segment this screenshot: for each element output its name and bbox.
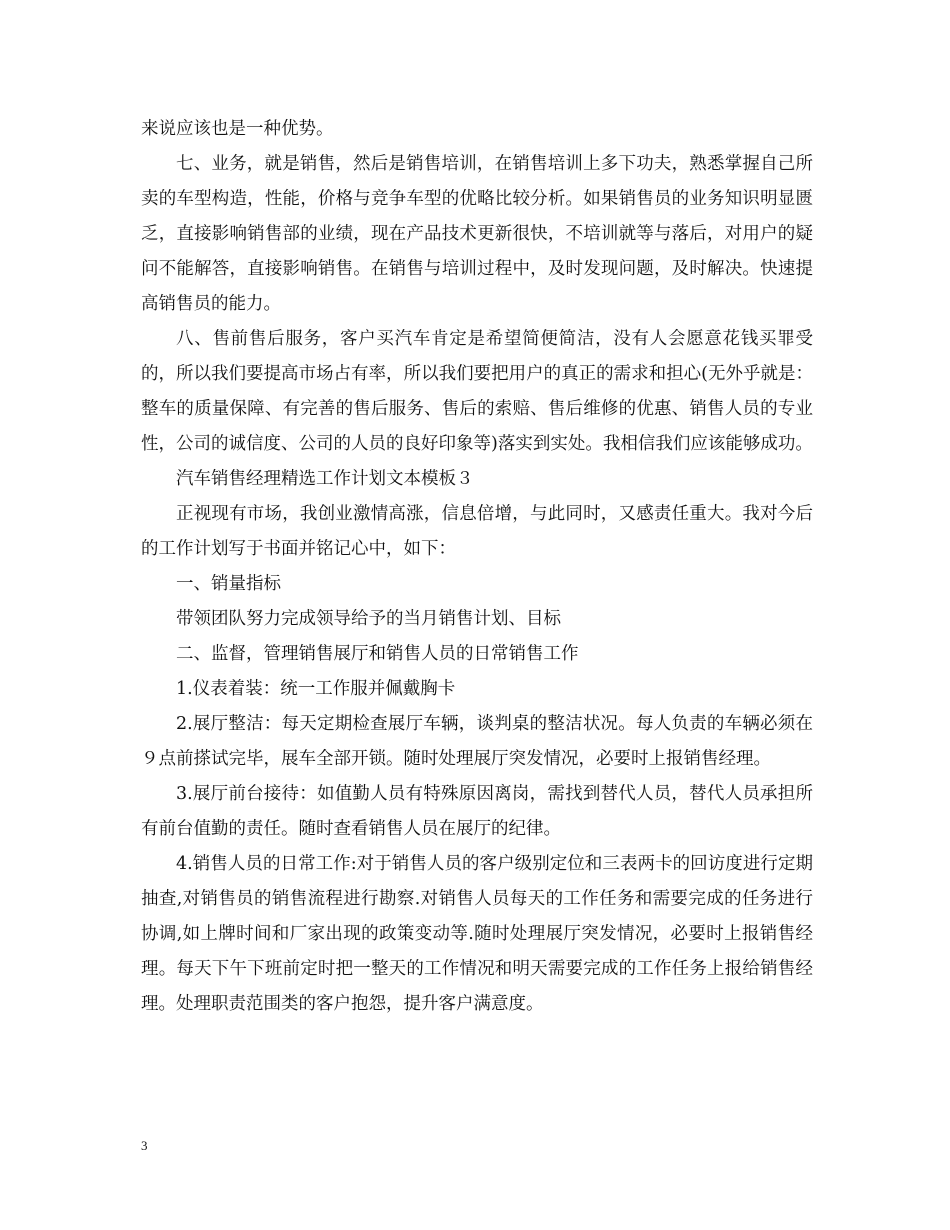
paragraph-intro: 正视现有市场，我创业激情高涨，信息倍增，与此同时，又感责任重大。我对今后的工作计划写于书面并铭记心中，如下：	[141, 504, 813, 559]
paragraph-service: 八、售前售后服务，客户买汽车肯定是希望简便简洁，没有人会愿意花钱买罪受的，所以我们要提高市场占有率，所以我们要把用户的真正的需求和担心(无外乎就是：整车的质量保障、有完善的售后服务、售后的索赔、售后维修的优惠、销售人员的专业性，公司的诚信度、公司的人员的良好印象等)落实到实处。我相信我们应该能够成功。	[141, 329, 813, 454]
item-dress-code: 1.仪表着装：统一工作服并佩戴胸卡	[176, 679, 456, 699]
paragraph-continuation: 来说应该也是一种优势。	[141, 119, 334, 139]
section-heading: 汽车销售经理精选工作计划文本模板３	[176, 469, 474, 489]
item-sales-target: 一、销量指标	[176, 574, 281, 594]
page-number: 3	[141, 1138, 148, 1153]
paragraph-business: 七、业务，就是销售，然后是销售培训，在销售培训上多下功夫，熟悉掌握自己所卖的车型构造，性能，价格与竞争车型的优略比较分析。如果销售员的业务知识明显匮乏，直接影响销售部的业绩，现在产品技术更新很快，不培训就等与落后，对用户的疑问不能解答，直接影响销售。在销售与培训过程中，及时发现问题，及时解决。快速提高销售员的能力。	[141, 154, 813, 314]
item-daily-work: 4.销售人员的日常工作:对于销售人员的客户级别定位和三表两卡的回访度进行定期抽查,对销售员的销售流程进行勘察.对销售人员每天的工作任务和需要完成的任务进行协调,如上牌时间和厂家出现的政策变动等.随时处理展厅突发情况，必要时上报销售经理。每天下午下班前定时把一整天的工作情况和明天需要完成的工作任务上报给销售经理。处理职责范围类的客户抱怨，提升客户满意度。	[141, 854, 813, 1014]
item-showroom-cleanliness: 2.展厅整洁：每天定期检查展厅车辆，谈判桌的整洁状况。每人负责的车辆必须在９点前搽试完毕，展车全部开锁。随时处理展厅突发情况，必要时上报销售经理。	[141, 714, 813, 769]
document-body	[141, 112, 813, 1022]
item-sales-target-detail: 带领团队努力完成领导给予的当月销售计划、目标	[176, 609, 561, 629]
item-supervision: 二、监督，管理销售展厅和销售人员的日常销售工作	[176, 644, 579, 664]
item-front-desk: 3.展厅前台接待：如值勤人员有特殊原因离岗，需找到替代人员，替代人员承担所有前台值勤的责任。随时查看销售人员在展厅的纪律。	[141, 784, 813, 839]
